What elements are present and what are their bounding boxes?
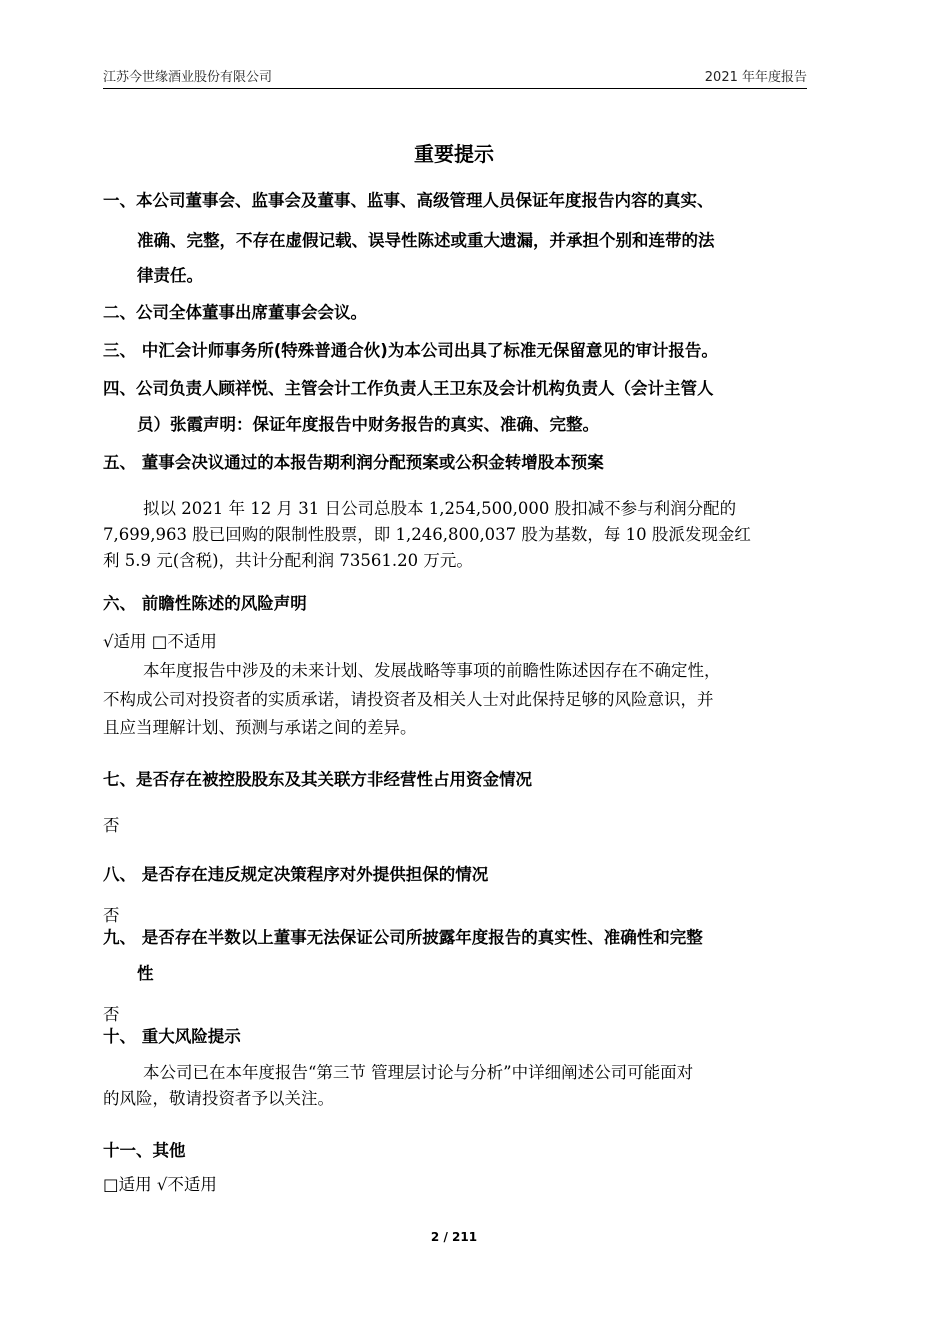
item-10-para-line-2: 的风险，敬请投资者予以关注。 bbox=[103, 1089, 334, 1108]
item-7-heading: 七、是否存在被控股股东及其关联方非经营性占用资金情况 bbox=[103, 770, 532, 789]
page-number: 2 / 211 bbox=[430, 1230, 478, 1244]
item-5-para-line-1: 拟以 2021 年 12 月 31 日公司总股本 1,254,500,000 股扣减不参与利润分配的 bbox=[143, 499, 737, 518]
page-title: 重要提示 bbox=[414, 142, 494, 166]
item-9-line-2: 性 bbox=[137, 964, 154, 983]
item-7-answer: 否 bbox=[103, 816, 120, 835]
item-3: 三、 中汇会计师事务所(特殊普通合伙)为本公司出具了标准无保留意见的审计报告。 bbox=[103, 341, 718, 360]
item-6-heading: 六、 前瞻性陈述的风险声明 bbox=[103, 594, 307, 613]
item-4-line-2: 员）张霞声明：保证年度报告中财务报告的真实、准确、完整。 bbox=[137, 415, 599, 434]
item-5-para-line-3: 利 5.9 元(含税)，共计分配利润 73561.20 万元。 bbox=[103, 551, 473, 570]
header-report-title: 2021 年年度报告 bbox=[704, 70, 807, 85]
item-6-para-line-3: 且应当理解计划、预测与承诺之间的差异。 bbox=[103, 718, 417, 737]
item-6-para-line-1: 本年度报告中涉及的未来计划、发展战略等事项的前瞻性陈述因存在不确定性， bbox=[143, 661, 721, 680]
item-11-checkbox-status: □适用 √不适用 bbox=[103, 1175, 217, 1194]
header-divider bbox=[103, 88, 807, 89]
item-1-line-1: 一、本公司董事会、监事会及董事、监事、高级管理人员保证年度报告内容的真实、 bbox=[103, 191, 714, 210]
header-company: 江苏今世缘酒业股份有限公司 bbox=[103, 70, 273, 85]
item-6-para-line-2: 不构成公司对投资者的实质承诺，请投资者及相关人士对此保持足够的风险意识，并 bbox=[103, 690, 714, 709]
item-6-checkbox-status: √适用 □不适用 bbox=[103, 632, 217, 651]
item-1-line-2: 准确、完整，不存在虚假记载、误导性陈述或重大遗漏，并承担个别和连带的法 bbox=[137, 231, 715, 250]
item-4-line-1: 四、公司负责人顾祥悦、主管会计工作负责人王卫东及会计机构负责人（会计主管人 bbox=[103, 379, 714, 398]
item-9-line-1: 九、 是否存在半数以上董事无法保证公司所披露年度报告的真实性、准确性和完整 bbox=[103, 928, 703, 947]
item-1-line-3: 律责任。 bbox=[137, 266, 203, 285]
item-8-heading: 八、 是否存在违反规定决策程序对外提供担保的情况 bbox=[103, 865, 489, 884]
item-5-para-line-2: 7,699,963 股已回购的限制性股票，即 1,246,800,037 股为基数，每 10 股派发现金红 bbox=[103, 525, 751, 544]
item-2: 二、公司全体董事出席董事会会议。 bbox=[103, 303, 367, 322]
item-5-heading: 五、 董事会决议通过的本报告期利润分配预案或公积金转增股本预案 bbox=[103, 453, 604, 472]
item-10-para-line-1: 本公司已在本年度报告“第三节 管理层讨论与分析”中详细阐述公司可能面对 bbox=[143, 1063, 694, 1082]
item-8-answer: 否 bbox=[103, 906, 120, 925]
item-10-heading: 十、 重大风险提示 bbox=[103, 1027, 241, 1046]
item-9-answer: 否 bbox=[103, 1005, 120, 1024]
item-11-heading: 十一、其他 bbox=[103, 1141, 186, 1160]
